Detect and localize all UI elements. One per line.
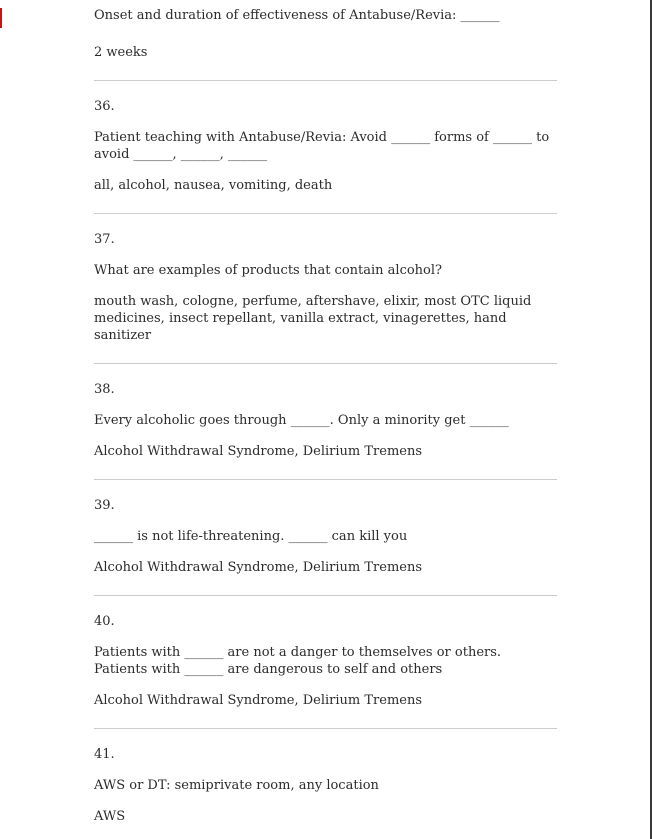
flashcard xyxy=(94,81,557,214)
flashcard xyxy=(94,729,557,839)
card-question: Patient teaching with Antabuse/Revia: Avoid ______ forms of ______ to avoid ______, ______, ______ xyxy=(94,130,550,162)
flashcard xyxy=(94,214,557,364)
card-answer: 2 weeks xyxy=(94,45,148,60)
card-question: Every alcoholic goes through ______. Only a minority get ______ xyxy=(94,413,509,428)
flashcard xyxy=(94,364,557,480)
card-answer: Alcohol Withdrawal Syndrome, Delirium Tremens xyxy=(94,444,423,459)
flashcard-list xyxy=(94,0,557,839)
card-number: 40. xyxy=(94,614,115,629)
card-number: 37. xyxy=(94,232,115,247)
card-question: What are examples of products that contain alcohol? xyxy=(94,263,443,278)
flashcard xyxy=(94,596,557,729)
card-answer: AWS xyxy=(94,809,126,824)
card-answer: mouth wash, cologne, perfume, aftershave, elixir, most OTC liquid medicines, insect repellant, vanilla extract, vinagerettes, hand sanitizer xyxy=(94,294,532,343)
flashcard xyxy=(94,480,557,596)
card-answer: all, alcohol, nausea, vomiting, death xyxy=(94,178,333,193)
card-question: Onset and duration of effectiveness of Antabuse/Revia: ______ xyxy=(94,8,500,23)
card-answer: Alcohol Withdrawal Syndrome, Delirium Tremens xyxy=(94,693,423,708)
red-marker xyxy=(0,8,2,28)
card-number: 36. xyxy=(94,99,115,114)
card-question: ______ is not life-threatening. ______ can kill you xyxy=(94,529,408,544)
card-answer: Alcohol Withdrawal Syndrome, Delirium Tremens xyxy=(94,560,423,575)
card-question: AWS or DT: semiprivate room, any location xyxy=(94,778,379,793)
card-number: 41. xyxy=(94,747,115,762)
flashcard xyxy=(94,0,557,81)
card-number: 38. xyxy=(94,382,115,397)
card-number: 39. xyxy=(94,498,115,513)
card-question: Patients with ______ are not a danger to themselves or others. Patients with ______ are dangerous to self and others xyxy=(94,645,502,677)
